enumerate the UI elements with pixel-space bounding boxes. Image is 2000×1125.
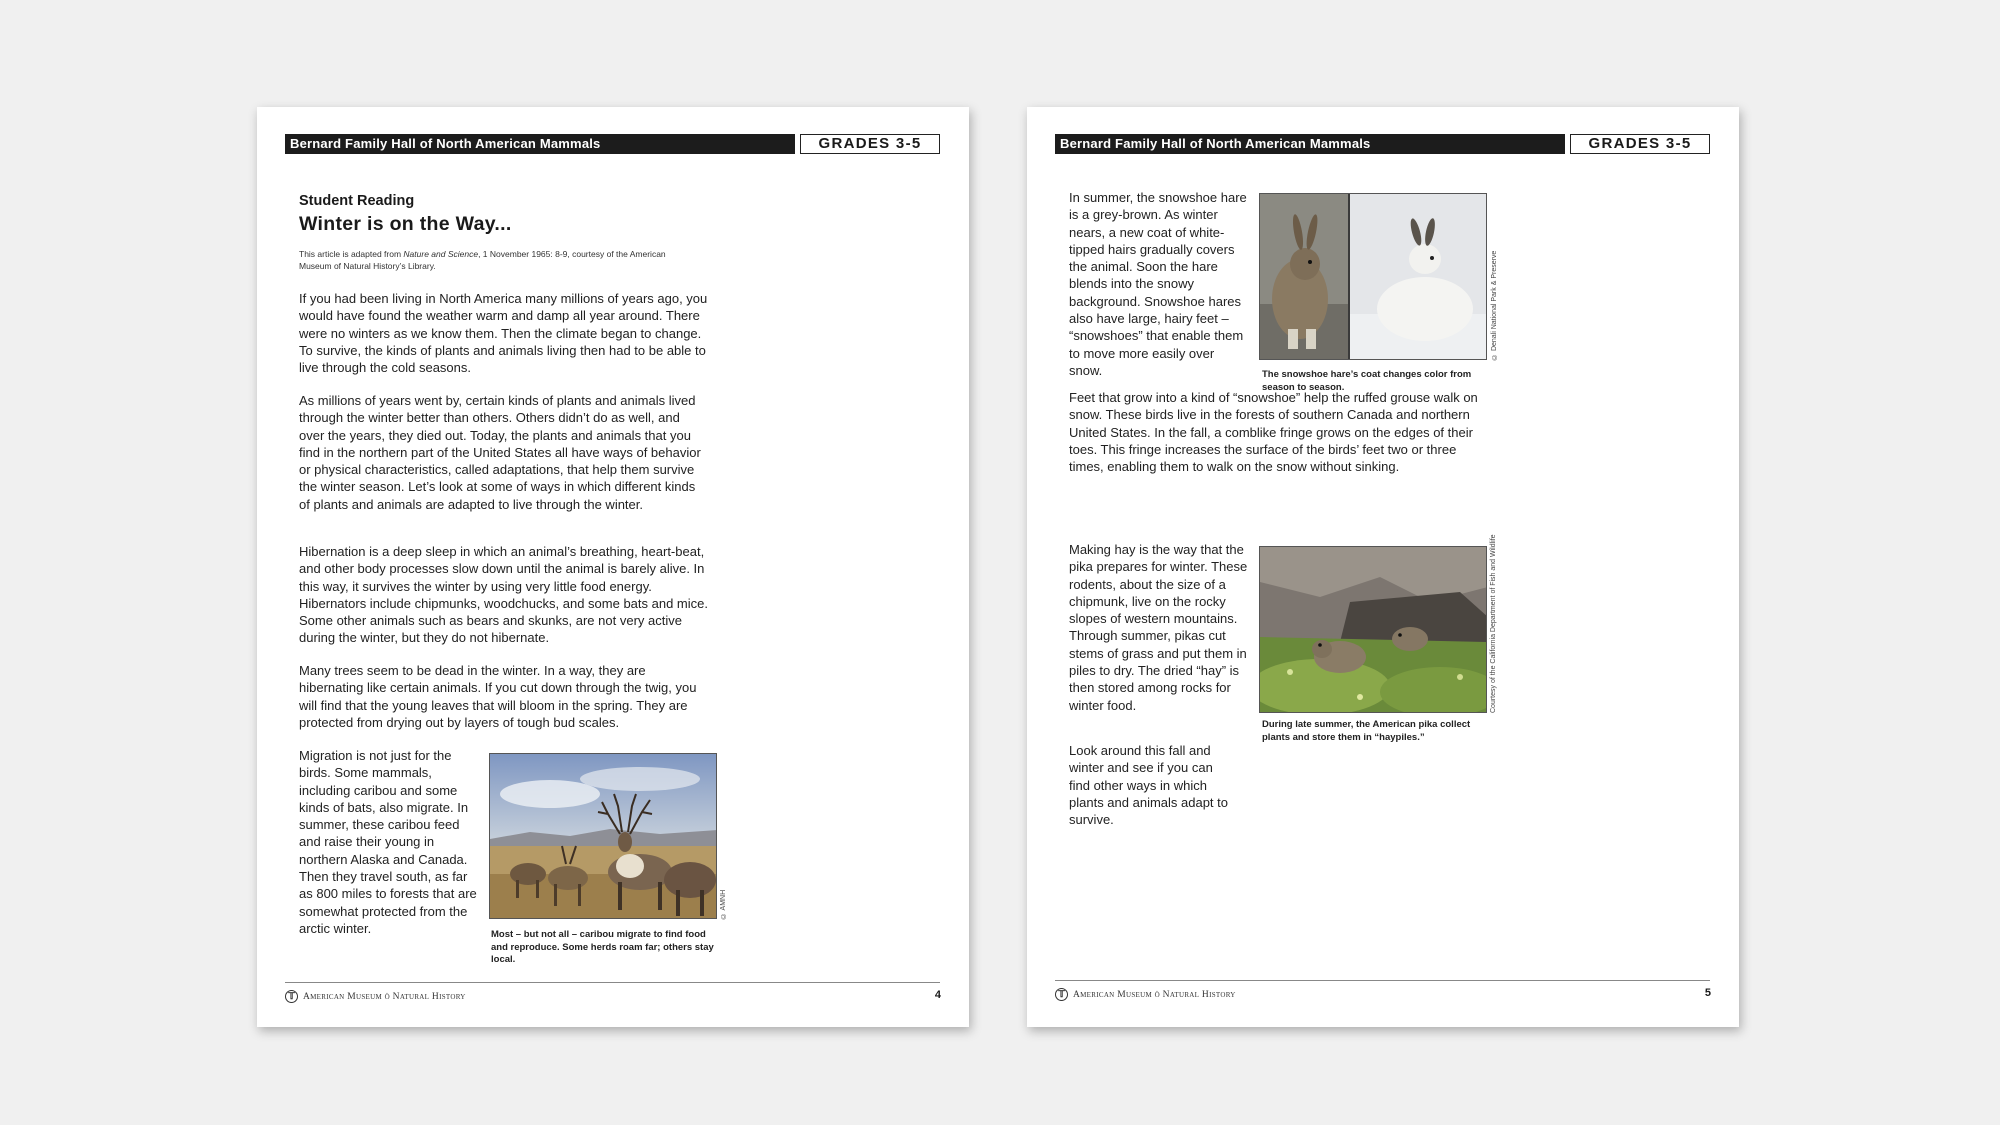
caribou-photo <box>489 753 717 919</box>
museum-name: American Museum ö Natural History <box>1073 989 1236 1000</box>
museum-name: American Museum ö Natural History <box>303 991 466 1002</box>
pika-photo <box>1259 546 1487 713</box>
paragraph-pika: Making hay is the way that the pika prepares for winter. These rodents, about the size of a chipmunk, live on the rocky slopes of western mountains. Through summer, pikas cut stems of grass and put them in piles to dry. The dried “hay” is then stored among rocks for winter food. <box>1069 542 1248 713</box>
pika-photo-credit: Courtesy of the California Department of Fish and Wildlife <box>1490 534 1497 713</box>
page-number: 4 <box>934 989 941 1001</box>
pika-caption: During late summer, the American pika collect plants and store them in “haypiles.” <box>1262 719 1471 743</box>
paragraph-closing: Look around this fall and winter and see if you can find other ways in which plants and animals adapt to survive. <box>1069 743 1228 828</box>
snowshoe-hare-photo <box>1259 193 1487 360</box>
caribou-photo-credit: © AMNH <box>720 889 727 919</box>
grades-badge: GRADES 3-5 <box>800 134 940 154</box>
footer-rule <box>285 982 940 983</box>
museum-logo-icon: 𝕋 <box>285 990 298 1003</box>
hall-title-bar: Bernard Family Hall of North American Mammals <box>285 134 795 154</box>
paragraph-ruffed-grouse: Feet that grow into a kind of “snowshoe” help the ruffed grouse walk on snow. These birds live in the forests of southern Canada and northern United States. In the fall, a comblike fringe grows on the edges of their toes. This fringe increases the surface of the birds’ feet two or three times, enabling them to walk on the snow without sinking. <box>1069 390 1478 475</box>
hare-caption: The snowshoe hare’s coat changes color from season to season. <box>1262 369 1472 393</box>
grades-badge: GRADES 3-5 <box>1570 134 1710 154</box>
hall-title-bar: Bernard Family Hall of North American Mammals <box>1055 134 1565 154</box>
hare-photo-credit: © Denali National Park & Preserve <box>1491 250 1498 360</box>
footer-rule <box>1055 980 1710 981</box>
paragraph-snowshoe-hare: In summer, the snowshoe hare is a grey-brown. As winter nears, a new coat of white-tipped hairs gradually covers the animal. Soon the hare blends into the snowy background. Snowshoe hares also have large, hairy feet – “snowshoes” that enable them to move more easily over snow. <box>1069 190 1247 378</box>
pika-illustration <box>1260 547 1487 713</box>
section-kicker: Student Reading <box>299 193 415 209</box>
article-title: Winter is on the Way... <box>299 213 512 235</box>
paragraph-adaptations: As millions of years went by, certain kinds of plants and animals lived through the winter better than others. Others didn’t do as well, and over the years, they died out. Today, the plants and animals that you find in the northern part of the United States all have ways of behavior or physical characteristics, called adaptations, that help them survive the winter season. Let’s look at some of ways in which different kinds of plants and animals are adapted to live through the winter. <box>299 393 701 512</box>
museum-logo-icon: 𝕋 <box>1055 988 1068 1001</box>
page-number: 5 <box>1704 987 1711 999</box>
paragraph-climate: If you had been living in North America many millions of years ago, you would have found the weather warm and damp all year around. There were no winters as we know them. Then the climate began to change. To survive, the kinds of plants and animals living then had to be able to live through the cold seasons. <box>299 291 708 376</box>
paragraph-hibernation: Hibernation is a deep sleep in which an animal’s breathing, heart-beat, and other body processes slow down until the animal is barely alive. In this way, it survives the winter by using very little food energy. Hibernators include chipmunks, woodchucks, and some bats and mice. Some other animals such as bears and skunks, are not very active during the winter, but they do not hibernate. <box>299 544 708 646</box>
museum-logo <box>285 990 466 1003</box>
snowshoe-hare-illustration <box>1260 194 1487 360</box>
museum-logo <box>1055 988 1236 1001</box>
paragraph-trees: Many trees seem to be dead in the winter. In a way, they are hibernating like certain animals. If you cut down through the twig, you will find that the young leaves that will bloom in the spring. They are protected from drying out by layers of tough bud scales. <box>299 663 697 730</box>
article-credit: This article is adapted from Nature and Science, 1 November 1965: 8-9, courtesy of the American Museum of Natural History’s Library. <box>299 249 666 271</box>
page-4 <box>257 107 969 1027</box>
paragraph-migration: Migration is not just for the birds. Some mammals, including caribou and some kinds of bats, also migrate. In summer, these caribou feed and raise their young in northern Alaska and Canada. Then they travel south, as far as 800 miles to forests that are somewhat protected from the arctic winter. <box>299 748 477 936</box>
caribou-illustration <box>490 754 717 919</box>
caribou-caption: Most – but not all – caribou migrate to find food and reproduce. Some herds roam far; others stay local. <box>491 929 714 965</box>
page-5 <box>1027 107 1739 1027</box>
